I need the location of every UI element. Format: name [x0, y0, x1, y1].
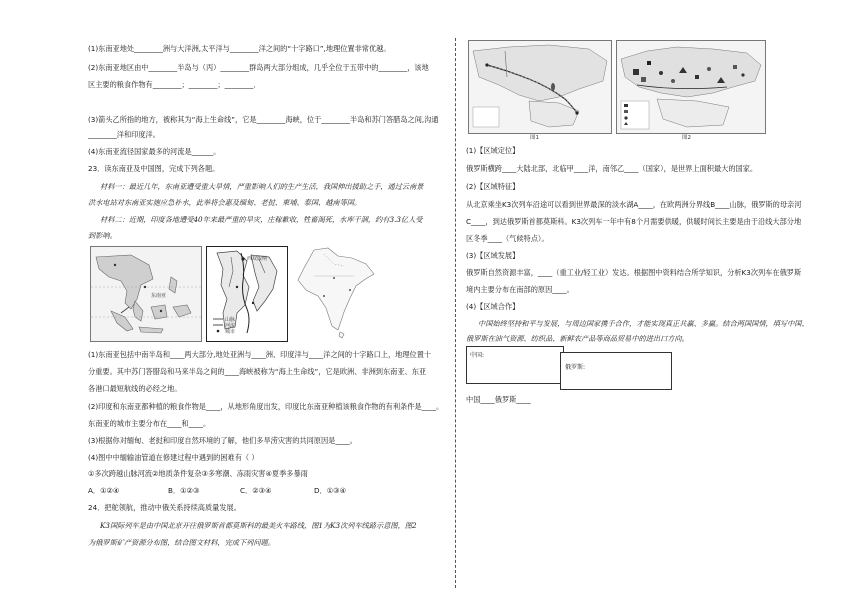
question-text: 各港口最短航线的必经之地。 — [88, 384, 182, 393]
question-text: (3)根据你对缅甸、老挝和印度自然环境的了解，他们多旱涝灾害的共同原因是____。 — [88, 436, 357, 445]
question-text: (4)东南亚流径国家最多的河流是______。 — [88, 147, 221, 156]
answer-line: 中国____俄罗斯____ — [466, 395, 531, 404]
material-text: 俄罗斯在油气资源、纺织品、新鲜农产品等商品贸易中的进出口方向。 — [466, 334, 689, 343]
question-text: 从北京乘坐K3次列车沿途可以看到世界最深的淡水湖A____，在欧两洲分界线B____山脉，俄罗斯的母亲河 — [466, 200, 802, 209]
southeast-asia-map — [90, 246, 202, 342]
section-heading: (2)【区域特征】 — [466, 182, 520, 191]
question-text: (2)印度和东南亚都种植的粮食作物是____，从地形角度出发，印度比东南亚种植该粮食作物的有利条件是____。 — [88, 402, 444, 411]
russia-minerals-map — [616, 40, 766, 134]
k3-route-map — [468, 40, 612, 134]
material-text: 材料二：近期，印度各地遭受40年来最严重的旱灾，庄稼歉收，牲畜渴死，水库干涸，约有3.3亿人受 — [100, 215, 423, 224]
question-text: (1)东南亚包括中南半岛和____两大部分,地处亚洲与____洲、印度洋与____洋之间的十字路口上，地理位置十 — [88, 350, 432, 359]
material-text: 为俄罗斯矿产资源分布图，结合图文材料，完成下列问题。 — [88, 538, 275, 547]
india-map — [294, 246, 382, 340]
question-text: 俄罗斯横跨____大陆北部，北临甲____洋，南邻乙____（国家），是世界上面积最大的国家。 — [466, 164, 758, 173]
option-d: D．①③④ — [314, 486, 347, 495]
question-title: 23．读东南亚及中国图，完成下列各题。 — [88, 164, 220, 173]
russia-box-label: 俄罗斯: — [565, 364, 586, 371]
section-heading: (1)【区域定位】 — [466, 146, 520, 155]
question-options: ①多次跨越山脉河流②地质条件复杂③多寒潮、冻雨灾害④夏季多暴雨 — [88, 469, 308, 478]
section-heading: (4)【区域合作】 — [466, 302, 520, 311]
question-text: 东南亚的城市主要分布在____和____。 — [88, 419, 211, 428]
question-text: 分重要。其中苏门答腊岛和马来半岛之间的____海峡被称为“海上生命线”，它是欧洲、非洲到东南亚、东亚 — [88, 367, 427, 376]
legend-mountain: 山脉 — [225, 317, 236, 323]
question-text: (1)东南亚地处________洲与大洋洲,太平洋与________洋之间的“十字路口”,地理位置非常优越。 — [88, 44, 391, 53]
material-text: 到影响。 — [88, 231, 117, 240]
question-text: 区冬季____（气候特点）。 — [466, 234, 549, 243]
question-text: C____，到达俄罗斯首都莫斯科。K3次列车一年中有8个月需要供暖，供暖时间长主要是由于沿线大部分地 — [466, 217, 802, 226]
figure-caption: 图2 — [682, 135, 691, 141]
russia-answer-box[interactable] — [560, 352, 672, 390]
question-title: 24．把舵领航，推动中俄关系持续高质量发展。 — [88, 503, 241, 512]
map-city-label: 西双版纳 — [247, 256, 268, 262]
mekong-basin-map — [206, 246, 288, 342]
legend-city: 城市 — [225, 329, 236, 335]
question-text: ________洋和印度洋。 — [88, 130, 160, 139]
china-box-label: 中国: — [470, 352, 485, 359]
legend-river: 河流 — [225, 323, 236, 329]
question-text: 区主要的粮食作物有________；________；________． — [88, 80, 261, 89]
section-heading: (3)【区域发展】 — [466, 251, 520, 260]
question-text: 境内主要分布在南部的原因____。 — [466, 285, 574, 294]
column-divider — [455, 38, 456, 588]
question-text: (3)箭头乙所指的地方，被称其为“海上生命线”，它是________海峡，位于________半岛和苏门答腊岛之间,沟通 — [88, 115, 439, 124]
question-text: (4)图中中缅输油管道在修建过程中遇到的困难有（ ） — [88, 453, 259, 462]
option-c: C．②③④ — [240, 486, 272, 495]
option-a: A．①②④ — [88, 486, 120, 495]
material-text: 洪水电站对东南亚实施应急补水，此举将会惠及缅甸、老挝、柬埔、泰国、越南等国。 — [88, 198, 362, 207]
figure-caption: 图1 — [530, 135, 539, 141]
option-b: B．①②③ — [168, 486, 200, 495]
material-text: K3国际列车是由中国北京开往俄罗斯首都莫斯科的最美火车路线，图1为K3次列车线路示意图，图2 — [100, 521, 417, 530]
question-text: (2)东南亚地区由中________半岛与（丙）________群岛两大部分组成，几乎全位于五带中的________，该地 — [88, 63, 429, 72]
map-label: 东南亚 — [151, 293, 167, 299]
question-text: 俄罗斯自然资源丰富，____（重工业/轻工业）发达。根据图中资料结合所学知识，分析K3次列车在俄罗斯 — [466, 268, 802, 277]
material-text: 材料一：最近几年，东南亚遭受重大旱情，严重影响人们的生产生活，我国伸出援助之手，通过云南景 — [100, 182, 424, 191]
china-answer-box[interactable] — [466, 346, 564, 384]
material-text: 中国始终坚持和平与发展，与周边国家携手合作，才能实现真正共赢、多赢。结合两国国情，填写中国、 — [478, 319, 809, 328]
